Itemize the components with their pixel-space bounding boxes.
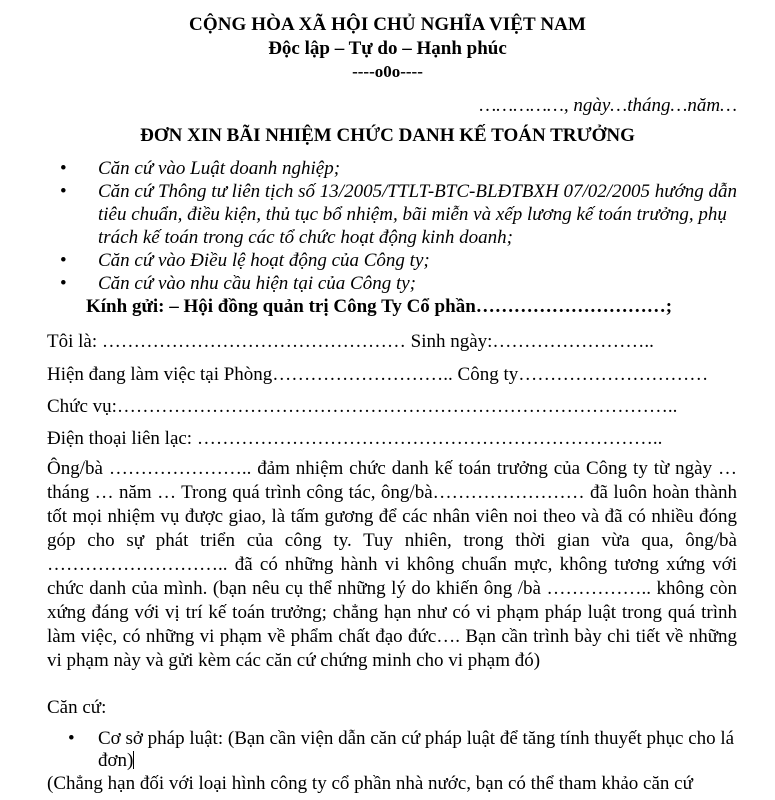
basis-item-text: Căn cứ Thông tư liên tịch số 13/2005/TTLT-BTC-BLĐTBXH 07/02/2005 hướng dẫn tiêu chuẩn, điều kiện, thủ tục bổ nhiệm, bãi miễn và xếp lương kế toán trưởng, phụ trách kế toán trong các tổ chức hoạt động kinh doanh; <box>98 181 738 248</box>
basis-item-text: Căn cứ vào nhu cầu hiện tại của Công ty; <box>98 273 416 294</box>
text-cursor <box>133 751 134 769</box>
name-birthdate-field[interactable]: Tôi là: ………………………………………… Sinh ngày:…………………….. <box>47 331 654 352</box>
bullet-icon: • <box>60 250 67 271</box>
legal-grounds-list <box>68 728 738 772</box>
legal-item[interactable] <box>68 728 738 772</box>
legal-basis-list <box>60 157 740 295</box>
department-company-field[interactable]: Hiện đang làm việc tại Phòng……………………….. Công ty………………………… <box>47 364 709 385</box>
basis-item-text: Căn cứ vào Điều lệ hoạt động của Công ty; <box>98 250 430 271</box>
basis-item <box>60 249 740 272</box>
body-paragraph[interactable]: Ông/bà ………………….. đảm nhiệm chức danh kế toán trưởng của Công ty từ ngày … tháng … năm … Trong quá trình công tác, ông/bà…………………… đã luôn hoàn thành tốt mọi nhiệm vụ được giao, là tấm gương để các nhân viên noi theo và đã có nhiều đóng góp cho sự phát triển của công ty. Tuy nhiên, trong thời gian vừa qua, ông/bà ……………………….. đã có những hành vi không chuẩn mực, không tương xứng với chức danh của mình. (bạn nêu cụ thể những lý do khiến ông /bà …………….. không còn xứng đáng với vị trí kế toán trưởng; chẳng hạn như có vi phạm pháp luật trong quá trình làm việc, có những vi phạm về phẩm chất đạo đức…. Bạn cần trình bày chi tiết về những vi phạm này và gửi kèm các căn cứ chứng minh cho vi phạm đó) <box>47 458 737 671</box>
document-title: ĐƠN XIN BÃI NHIỆM CHỨC DANH KẾ TOÁN TRƯỞNG <box>140 125 635 146</box>
example-paragraph[interactable]: (Chẳng hạn đối với loại hình công ty cổ phần nhà nước, bạn có thể tham khảo căn cứ <box>47 773 693 794</box>
basis-item <box>60 157 740 180</box>
basis-item-text: Căn cứ vào Luật doanh nghiệp; <box>98 158 341 179</box>
nation-header: CỘNG HÒA XÃ HỘI CHỦ NGHĨA VIỆT NAM <box>189 14 586 35</box>
basis-item <box>60 180 740 249</box>
basis-label: Căn cứ: <box>47 697 107 718</box>
recipient-line: Kính gửi: – Hội đồng quản trị Công Ty Cổ phần…………………………; <box>86 296 673 317</box>
bullet-icon: • <box>60 273 67 294</box>
bullet-icon: • <box>60 158 67 179</box>
bullet-icon: • <box>68 728 75 749</box>
place-date-line: ……………, ngày…tháng…năm… <box>479 95 737 116</box>
phone-field[interactable]: Điện thoại liên lạc: ……………………………………………………………….. <box>47 428 663 449</box>
header-separator: ----o0o---- <box>352 62 423 81</box>
position-field[interactable]: Chức vụ:…………………………………………………………………………….. <box>47 396 678 417</box>
basis-item <box>60 272 740 295</box>
national-motto: Độc lập – Tự do – Hạnh phúc <box>268 38 507 59</box>
legal-item-text: Cơ sở pháp luật: (Bạn cần viện dẫn căn cứ pháp luật để tăng tính thuyết phục cho lá đơn) <box>98 728 735 771</box>
bullet-icon: • <box>60 181 67 202</box>
